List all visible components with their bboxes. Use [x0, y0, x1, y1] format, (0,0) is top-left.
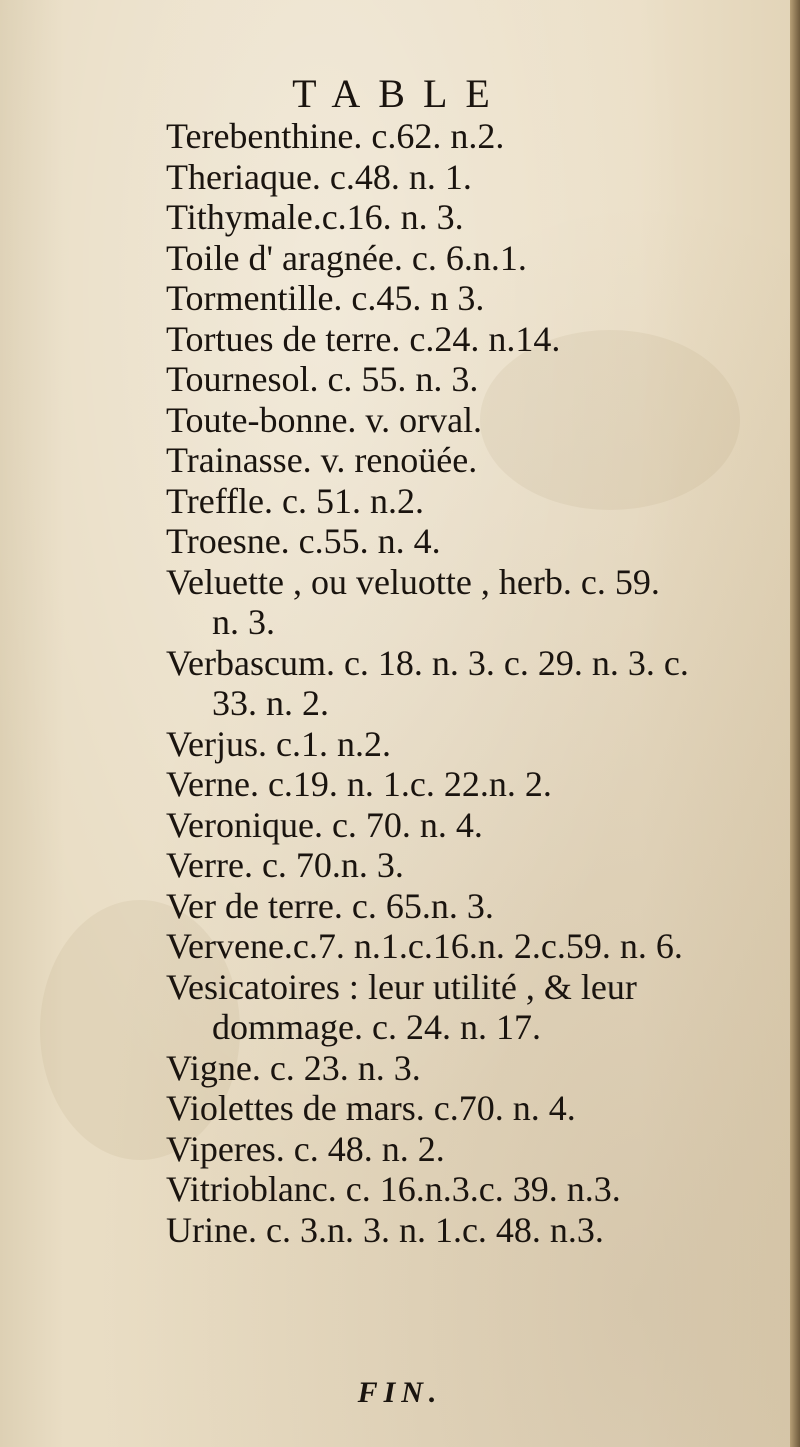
index-entry: Theriaque. c.48. n. 1. — [166, 156, 472, 197]
index-entry: Violettes de mars. c.70. n. 4. — [166, 1088, 576, 1128]
index-entry: Tortues de terre. c.24. n.14. — [166, 318, 561, 359]
index-entry: Verre. c. 70.n. 3. — [166, 845, 404, 885]
index-entry-continuation: n. 3. — [212, 602, 275, 642]
index-entry-continuation: dommage. c. 24. n. 17. — [212, 1007, 541, 1047]
page-edge — [790, 0, 800, 1447]
index-entry: Vesicatoires : leur utilité , & leur — [166, 966, 637, 1007]
index-entry: Vitrioblanc. c. 16.n.3.c. 39. n.3. — [166, 1169, 621, 1209]
index-entry: Urine. c. 3.n. 3. n. 1.c. 48. n.3. — [166, 1209, 604, 1250]
index-entry: Viperes. c. 48. n. 2. — [166, 1128, 445, 1169]
index-entries — [166, 116, 786, 1250]
index-entry-continuation: 33. n. 2. — [212, 683, 329, 723]
index-entry: Veronique. c. 70. n. 4. — [166, 804, 483, 845]
index-entry: Tournesol. c. 55. n. 3. — [166, 359, 479, 399]
index-entry: Tithymale.c.16. n. 3. — [166, 197, 464, 237]
index-entry: Veluette , ou veluotte , herb. c. 59. — [166, 561, 660, 602]
index-entry: Verjus. c.1. n.2. — [166, 723, 391, 764]
index-entry: Treffle. c. 51. n.2. — [166, 480, 424, 521]
index-entry: Troesne. c.55. n. 4. — [166, 521, 441, 561]
index-entry: Vervene.c.7. n.1.c.16.n. 2.c.59. n. 6. — [166, 926, 683, 966]
page-header: TABLE — [292, 71, 508, 116]
index-entry: Toile d' aragnée. c. 6.n.1. — [166, 237, 527, 278]
page-footer-fin: FIN. — [357, 1376, 443, 1409]
index-entry: Toute-bonne. v. orval. — [166, 399, 483, 440]
index-entry: Trainasse. v. renoüée. — [166, 440, 478, 480]
index-entry: Vigne. c. 23. n. 3. — [166, 1047, 421, 1088]
index-entry: Ver de terre. c. 65.n. 3. — [166, 885, 494, 926]
index-entry: Verbascum. c. 18. n. 3. c. 29. n. 3. c. — [166, 642, 689, 683]
index-entry: Tormentille. c.45. n 3. — [166, 278, 485, 318]
index-entry: Verne. c.19. n. 1.c. 22.n. 2. — [166, 764, 552, 804]
index-entry: Terebenthine. c.62. n.2. — [166, 116, 505, 156]
